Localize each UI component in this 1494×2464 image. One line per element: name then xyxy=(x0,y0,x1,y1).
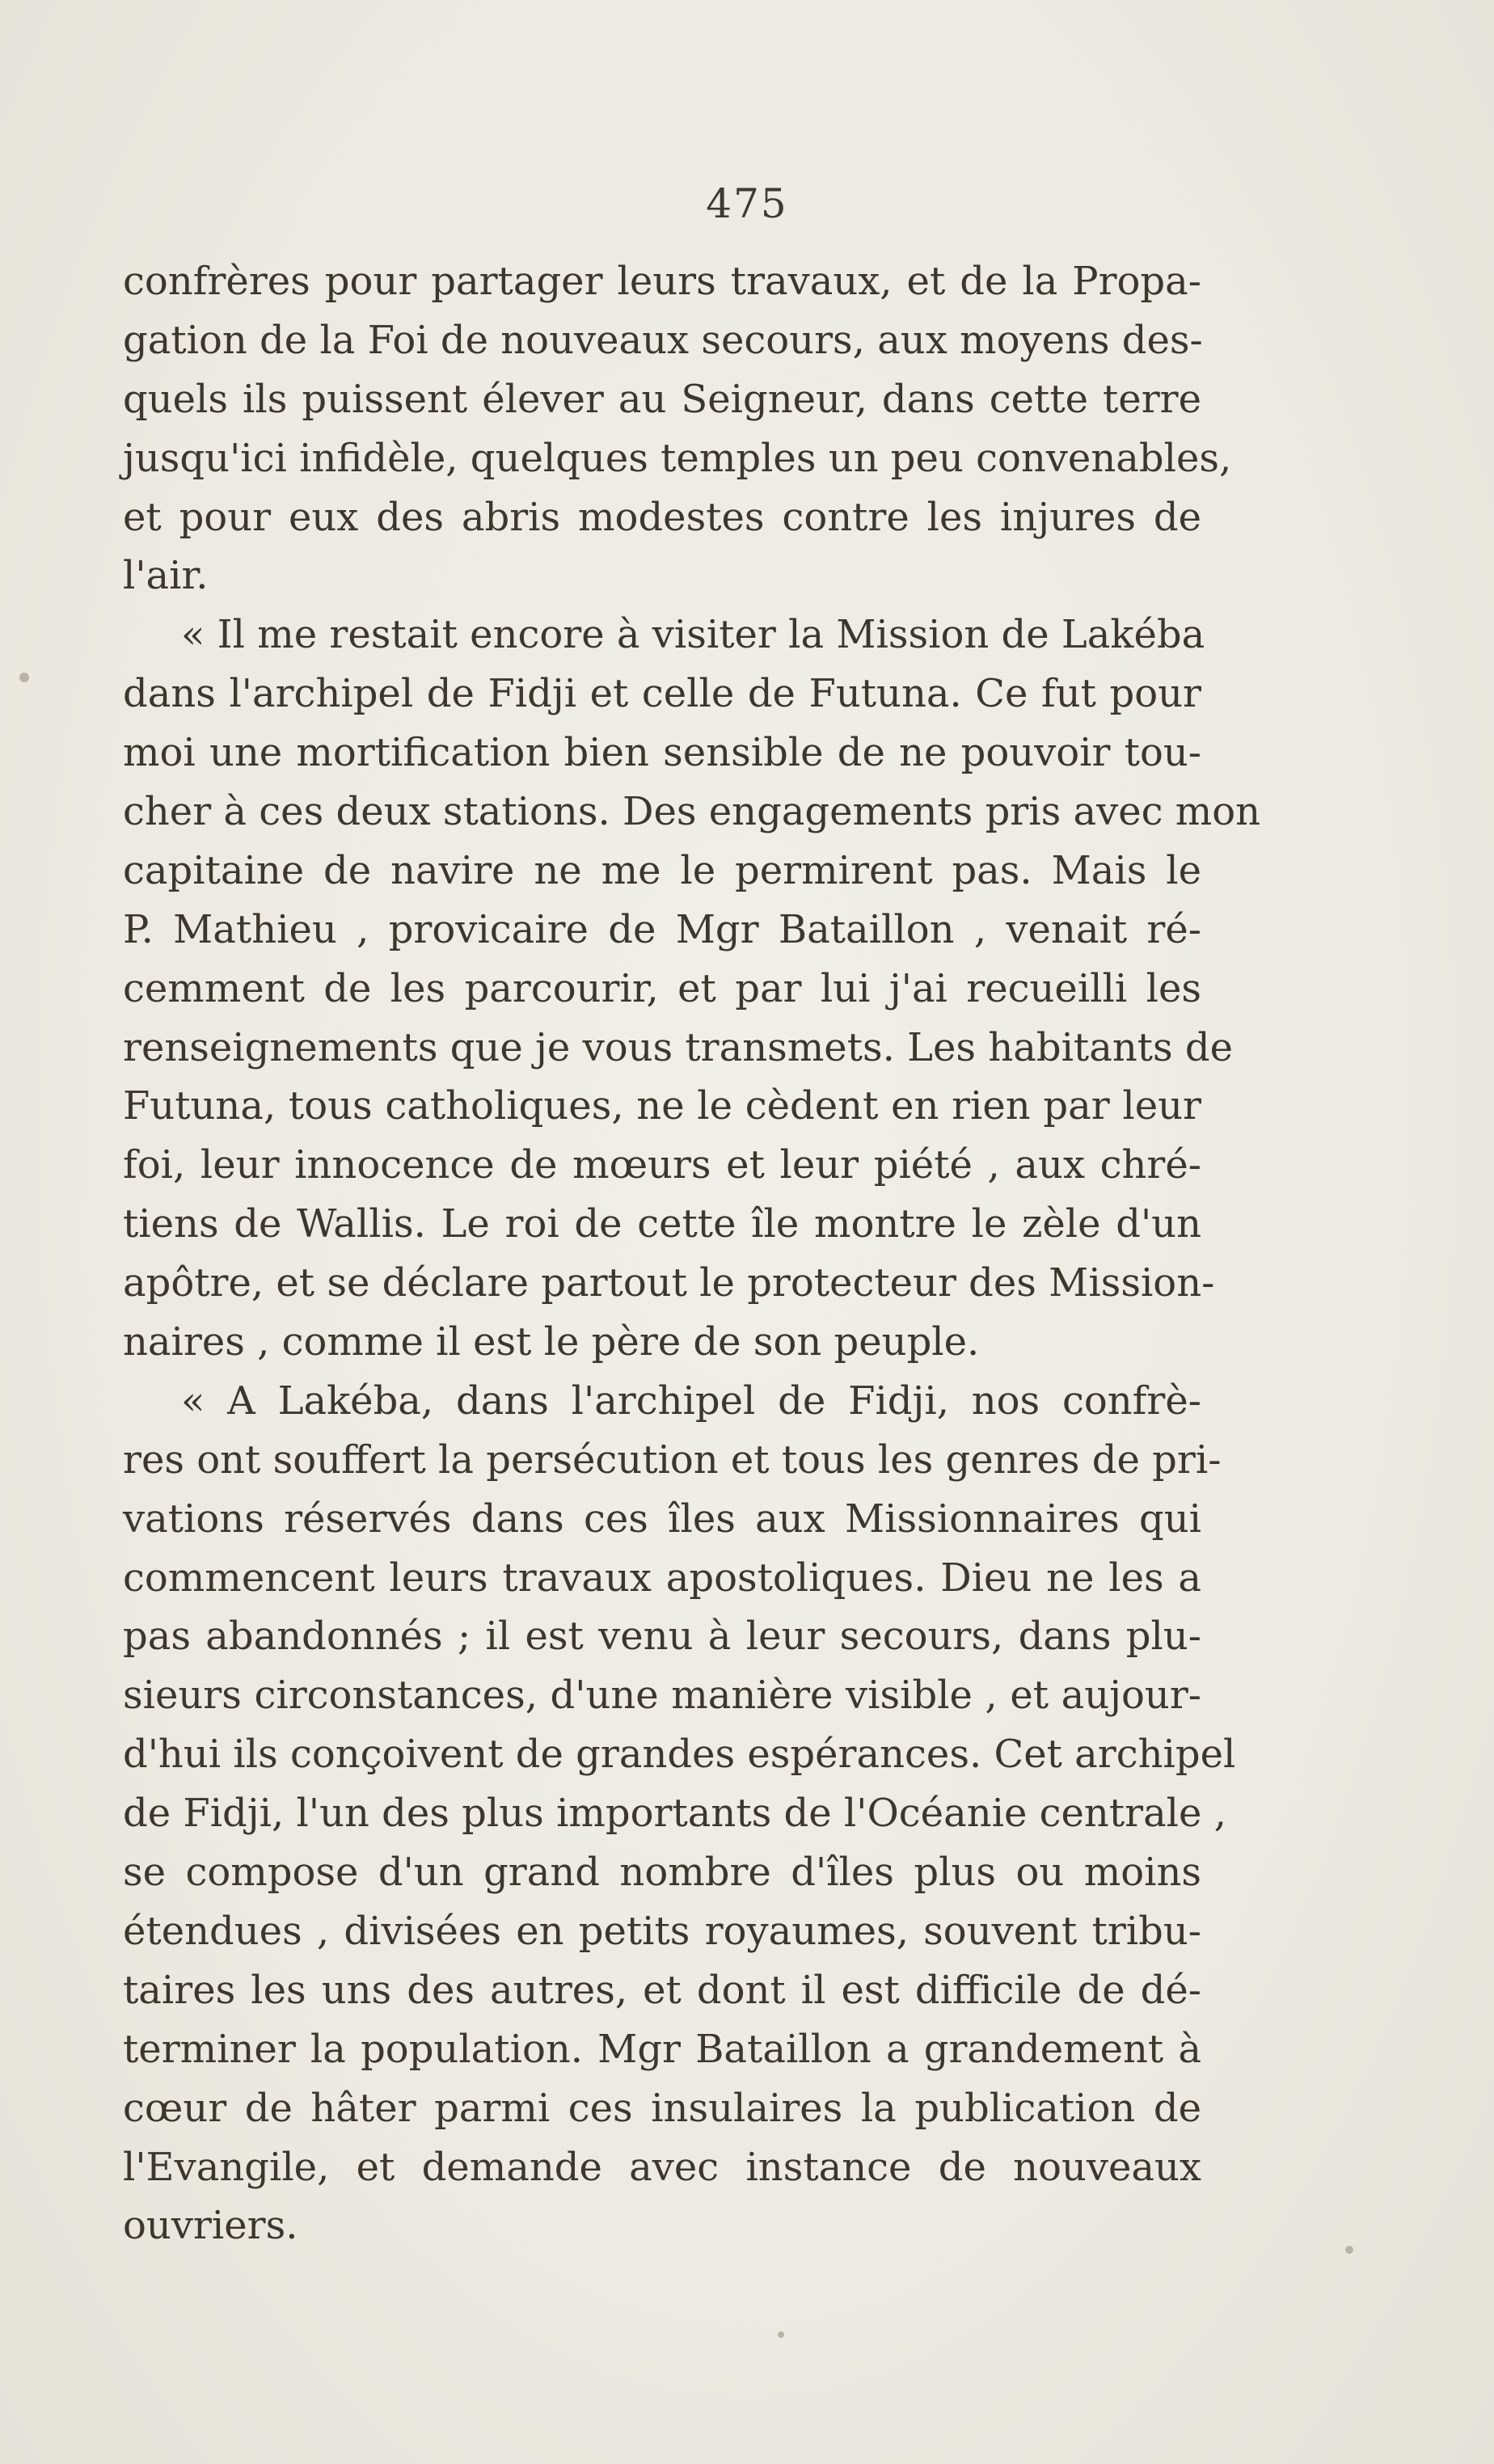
text-line: sieurs circonstances, d'une manière visible , et aujour- xyxy=(123,1673,1201,1719)
page-number: 475 xyxy=(706,180,788,227)
text-line: d'hui ils conçoivent de grandes espérances. Cet archipel xyxy=(123,1732,1236,1778)
paper-speck xyxy=(19,673,29,682)
paragraph-start-line: « A Lakéba, dans l'archipel de Fidji, nos confrè- xyxy=(181,1378,1201,1424)
text-line: cemment de les parcourir, et par lui j'ai recueilli les xyxy=(123,965,1201,1011)
text-line: l'air. xyxy=(123,553,209,599)
text-line: l'Evangile, et demande avec instance de nouveaux xyxy=(123,2144,1201,2190)
text-line: commencent leurs travaux apostoliques. Dieu ne les a xyxy=(123,1555,1201,1601)
text-line: pas abandonnés ; il est venu à leur secours, dans plu- xyxy=(123,1614,1201,1660)
text-line: moi une mortification bien sensible de ne pouvoir tou- xyxy=(123,730,1201,776)
text-line: de Fidji, l'un des plus importants de l'Océanie centrale , xyxy=(123,1791,1226,1837)
text-line: taires les uns des autres, et dont il est difficile de dé- xyxy=(123,1967,1201,2013)
paper-speck xyxy=(778,2331,784,2338)
text-line: naires , comme il est le père de son peuple. xyxy=(123,1319,980,1365)
text-line: jusqu'ici infidèle, quelques temples un peu convenables, xyxy=(123,435,1232,481)
body-text xyxy=(123,252,1261,2255)
text-line: res ont souffert la persécution et tous les genres de pri- xyxy=(123,1437,1222,1483)
text-line: P. Mathieu , provicaire de Mgr Bataillon , venait ré- xyxy=(123,906,1201,952)
text-line: et pour eux des abris modestes contre les injures de xyxy=(123,494,1201,540)
text-line: vations réservés dans ces îles aux Missionnaires qui xyxy=(123,1496,1201,1542)
text-line: étendues , divisées en petits royaumes, souvent tribu- xyxy=(123,1908,1201,1954)
paragraph-start-line: « Il me restait encore à visiter la Mission de Lakéba xyxy=(181,612,1205,658)
text-line: ouvriers. xyxy=(123,2203,298,2249)
text-line: confrères pour partager leurs travaux, et de la Propa- xyxy=(123,259,1201,304)
text-line: cher à ces deux stations. Des engagements pris avec mon xyxy=(123,789,1261,835)
text-line: renseignements que je vous transmets. Les habitants de xyxy=(123,1024,1234,1070)
text-line: dans l'archipel de Fidji et celle de Futuna. Ce fut pour xyxy=(123,671,1201,717)
text-line: tiens de Wallis. Le roi de cette île montre le zèle d'un xyxy=(123,1201,1201,1247)
text-line: cœur de hâter parmi ces insulaires la publication de xyxy=(123,2085,1201,2131)
text-line: capitaine de navire ne me le permirent pas. Mais le xyxy=(123,847,1201,893)
text-line: foi, leur innocence de mœurs et leur piété , aux chré- xyxy=(123,1142,1201,1188)
text-line: apôtre, et se déclare partout le protecteur des Mission- xyxy=(123,1260,1215,1306)
text-line: Futuna, tous catholiques, ne le cèdent en rien par leur xyxy=(123,1083,1201,1129)
paper-speck xyxy=(1345,2246,1353,2254)
text-line: quels ils puissent élever au Seigneur, dans cette terre xyxy=(123,376,1201,422)
text-line: gation de la Foi de nouveaux secours, aux moyens des- xyxy=(123,317,1203,363)
text-line: terminer la population. Mgr Bataillon a grandement à xyxy=(123,2026,1201,2072)
text-line: se compose d'un grand nombre d'îles plus ou moins xyxy=(123,1850,1201,1896)
